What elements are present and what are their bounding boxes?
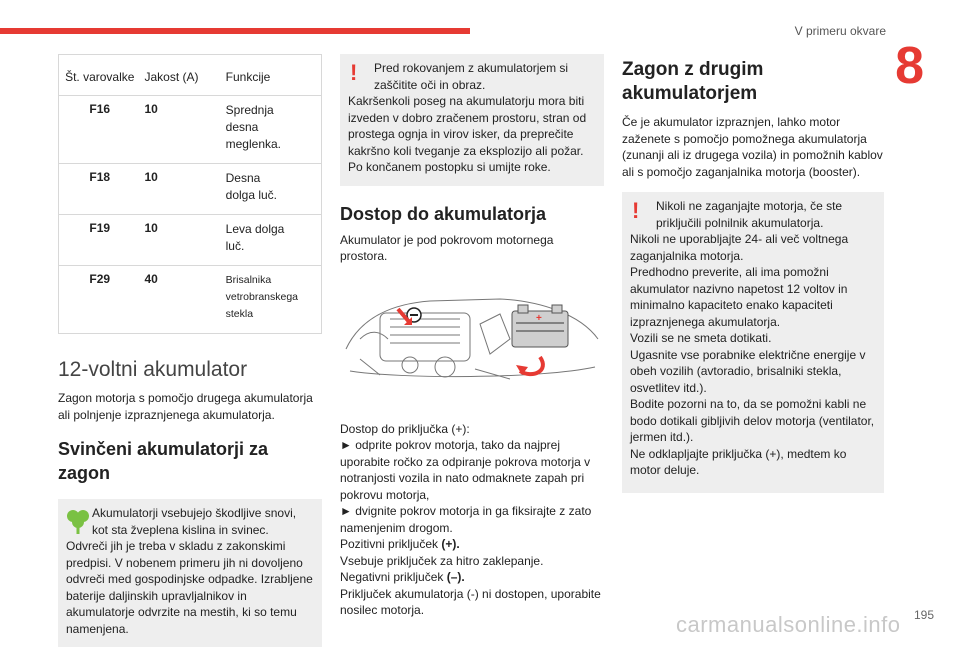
access-text: Akumulator je pod pokrovom motornega prostora. <box>340 232 554 263</box>
fuse-function: Leva dolga luč. <box>222 215 322 266</box>
watermark: carmanualsonline.info <box>676 612 901 637</box>
warning-icon: ! <box>632 198 640 223</box>
engine-bay-illustration <box>340 279 604 399</box>
recycle-tree-icon <box>66 507 90 540</box>
jump-start-intro: Če je akumulator izpraznjen, lahko motor zaženete s pomočjo pomožnega akumulatorja (zunanji ali iz drugega vozila) in pomožnih kablov ali s pomočjo zaganjalnika motorja (booster). <box>622 115 883 179</box>
jump-warning-first: Nikoli ne zaganjajte motorja, če ste priključili polnilnik akumulatorja. <box>656 199 843 230</box>
header-fuse-number: Št. varovalke <box>59 55 141 96</box>
negative-terminal <box>340 569 604 586</box>
fuse-number: F29 <box>59 266 141 334</box>
safety-warning-text: Kakršenkoli poseg na akumulatorju mora biti izveden v dobro zračenem prostoru, stran od prostega ognja in virov isker, da preprečite kakršno koli tveganje za eksplozijo ali požar. Po končanem postopku si umijte roke. <box>348 94 587 174</box>
positive-terminal <box>340 536 604 553</box>
safety-warning-first: Pred rokovanjem z akumulatorjem si zaščitite oči in obraz. <box>374 61 569 92</box>
fuse-table <box>58 54 322 334</box>
fuse-function: Desna dolga luč. <box>222 164 322 215</box>
negative-text: Priključek akumulatorja (-) ni dostopen, uporabite nosilec motorja. <box>340 586 601 617</box>
battery-title: 12-voltni akumulator <box>58 358 248 381</box>
table-row <box>59 266 322 334</box>
step-1: ► odprite pokrov motorja, tako da najprej uporabite ročko za odpiranje pokrova motorja v notranjosti vozila in nato odmaknete zapah pri pokrovu motorja, <box>340 438 591 502</box>
negative-label: Negativni priključek <box>340 570 447 584</box>
fuse-number: F18 <box>59 164 141 215</box>
header-amperage: Jakost (A) <box>141 55 222 96</box>
warning-icon: ! <box>350 60 358 85</box>
column-right <box>622 58 884 493</box>
positive-symbol: (+). <box>441 537 460 551</box>
fuse-amperage: 40 <box>141 266 222 334</box>
step-intro: Dostop do priključka (+): <box>340 421 470 436</box>
jump-start-title: Zagon z drugim akumulatorjem <box>622 59 764 104</box>
column-middle <box>340 54 604 619</box>
fuse-amperage: 10 <box>141 96 222 164</box>
page-number: 195 <box>913 608 934 622</box>
lead-acid-title: Svinčeni akumulatorji za zagon <box>58 439 269 483</box>
fuse-amperage: 10 <box>141 164 222 215</box>
fuse-function: Sprednja desna meglenka. <box>222 96 322 164</box>
header-accent-bar <box>0 28 470 34</box>
fuse-function: Brisalnika vetrobranskega stekla <box>222 266 322 334</box>
column-left <box>58 54 322 647</box>
table-row <box>59 96 322 164</box>
eco-notice-text: Odvreči jih je treba v skladu z zakonskimi predpisi. V nobenem primeru jih ni dovoljeno odvreči med gospodinjske odpadke. Izrabljene baterije daljinskih upravljalnikov in akumulatorje odvrzite na mestih, ki so temu namenjena. <box>66 539 313 636</box>
table-row <box>59 164 322 215</box>
access-title: Dostop do akumulatorja <box>340 203 547 224</box>
negative-symbol: (–). <box>446 570 465 584</box>
eco-notice-box <box>58 499 322 647</box>
battery-intro: Zagon motorja s pomočjo drugega akumulatorja ali polnjenje izpraznjenega akumulatorja. <box>58 391 313 422</box>
eco-notice-first: Akumulatorji vsebujejo škodljive snovi, kot sta žveplena kislina in svinec. <box>92 506 297 537</box>
section-title: V primeru okvare <box>794 24 886 38</box>
svg-text:+: + <box>536 312 542 324</box>
step-2: ► dvignite pokrov motorja in ga fiksirajte z zato namenjenim drogom. <box>340 504 592 535</box>
jump-warning-text: Nikoli ne uporabljajte 24- ali več voltnega zaganjalnika motorja. Predhodno preverite, ali ima pomožni akumulator nazivno napetost 12 voltov in minimalno kapaciteto enako kapaciteti izpraznjenega akumulatorja. Vozili se ne smeta dotikati. Ugasnite vse porabnike električne energije v obeh vozilih (avtoradio, brisalniki stekla, osvetlitev itd.). Bodite pozorni na to, da se pomožni kabli ne bodo dotikali gibljivih delov motorja (ventilator, jermen itd.). Ne odklapljajte priključka (+), medtem ko motor deluje. <box>630 232 875 477</box>
chapter-number: 8 <box>895 37 924 95</box>
fuse-amperage: 10 <box>141 215 222 266</box>
positive-text: Vsebuje priključek za hitro zaklepanje. <box>340 553 544 568</box>
header-function: Funkcije <box>222 55 322 96</box>
positive-label: Pozitivni priključek <box>340 537 442 551</box>
jump-start-warning-box <box>622 192 884 493</box>
safety-warning-box <box>340 54 604 186</box>
fuse-number: F16 <box>59 96 141 164</box>
fuse-number: F19 <box>59 215 141 266</box>
fuse-table-header <box>59 55 322 96</box>
table-row <box>59 215 322 266</box>
